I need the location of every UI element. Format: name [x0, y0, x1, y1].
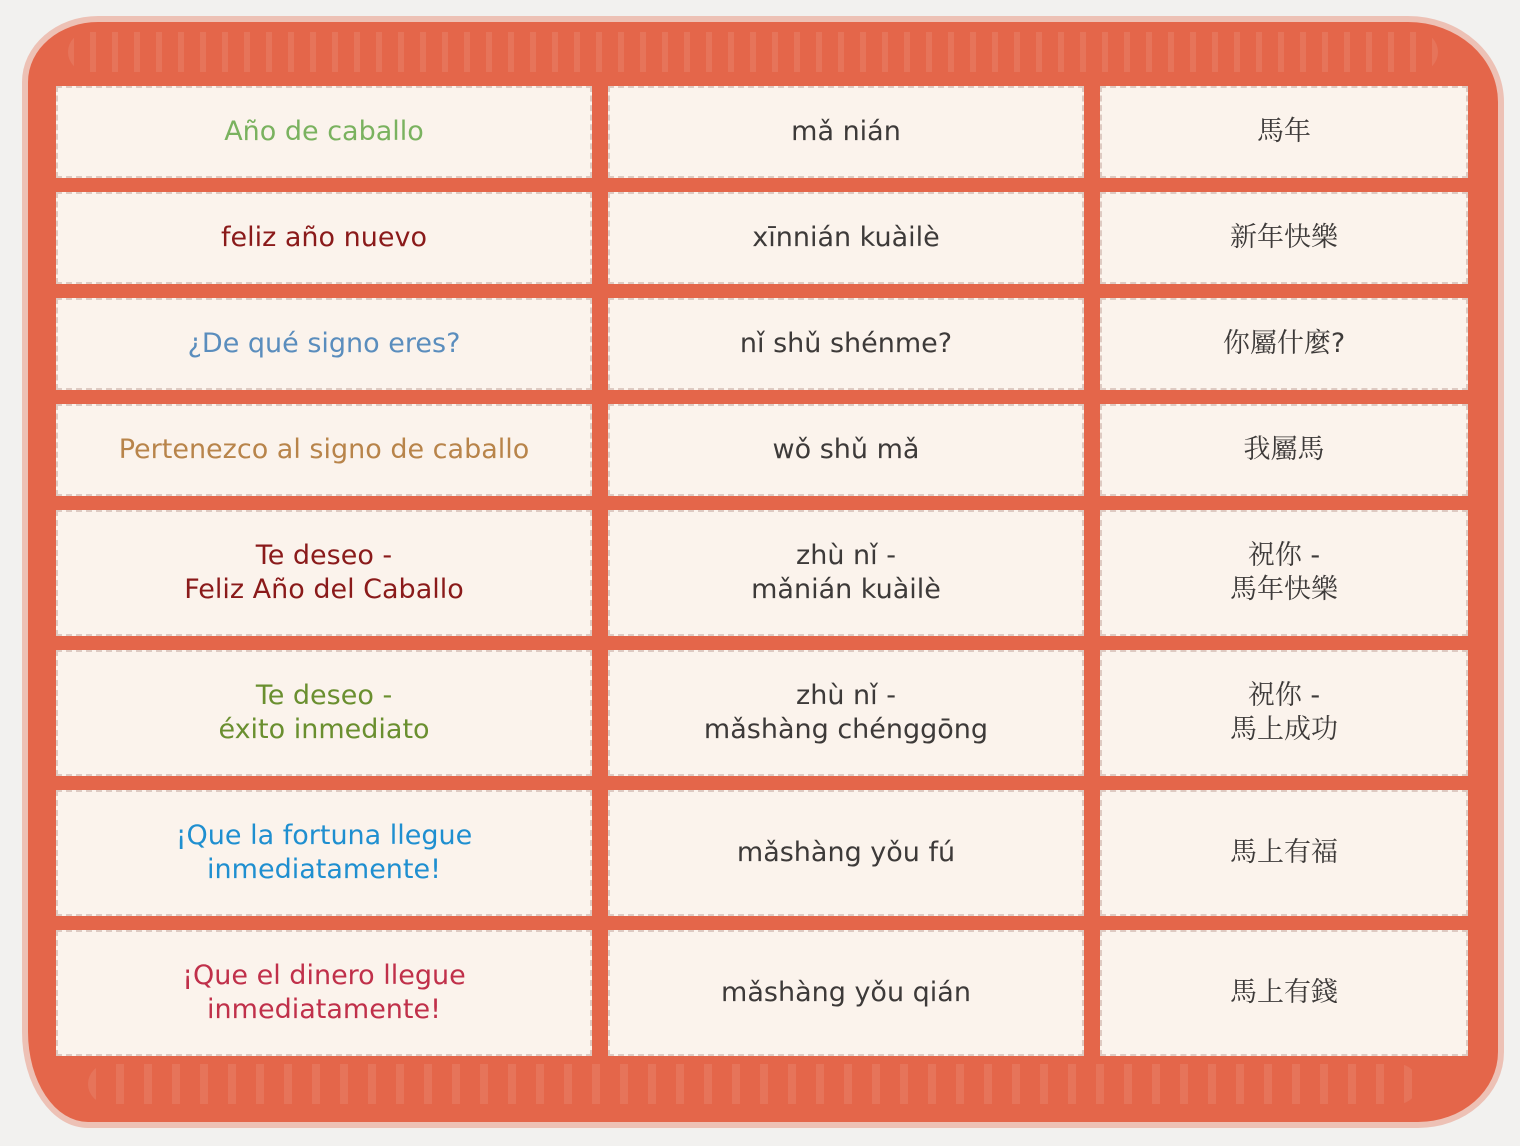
chinese-cell: 你屬什麼? — [1100, 298, 1468, 390]
chinese-cell: 馬上有錢 — [1100, 930, 1468, 1056]
chinese-cell: 祝你 - 馬上成功 — [1100, 650, 1468, 776]
spanish-cell: ¡Que la fortuna llegue inmediatamente! — [56, 790, 592, 916]
pinyin-cell: wǒ shǔ mǎ — [608, 404, 1084, 496]
chinese-cell: 馬上有福 — [1100, 790, 1468, 916]
chinese-cell: 我屬馬 — [1100, 404, 1468, 496]
pinyin-cell: mǎshàng yǒu qián — [608, 930, 1084, 1056]
pinyin-cell: zhù nǐ - mǎshàng chénggōng — [608, 650, 1084, 776]
spanish-cell: Año de caballo — [56, 86, 592, 178]
spanish-cell: feliz año nuevo — [56, 192, 592, 284]
phrase-table — [56, 86, 1468, 1056]
chinese-cell: 新年快樂 — [1100, 192, 1468, 284]
pinyin-cell: mǎ nián — [608, 86, 1084, 178]
spanish-cell: ¿De qué signo eres? — [56, 298, 592, 390]
chinese-cell: 馬年 — [1100, 86, 1468, 178]
chinese-cell: 祝你 - 馬年快樂 — [1100, 510, 1468, 636]
pinyin-cell: xīnnián kuàilè — [608, 192, 1084, 284]
spanish-cell: Te deseo - Feliz Año del Caballo — [56, 510, 592, 636]
pinyin-cell: mǎshàng yǒu fú — [608, 790, 1084, 916]
spanish-cell: Pertenezco al signo de caballo — [56, 404, 592, 496]
spanish-cell: ¡Que el dinero llegue inmediatamente! — [56, 930, 592, 1056]
pinyin-cell: nǐ shǔ shénme? — [608, 298, 1084, 390]
pinyin-cell: zhù nǐ - mǎnián kuàilè — [608, 510, 1084, 636]
spanish-cell: Te deseo - éxito inmediato — [56, 650, 592, 776]
